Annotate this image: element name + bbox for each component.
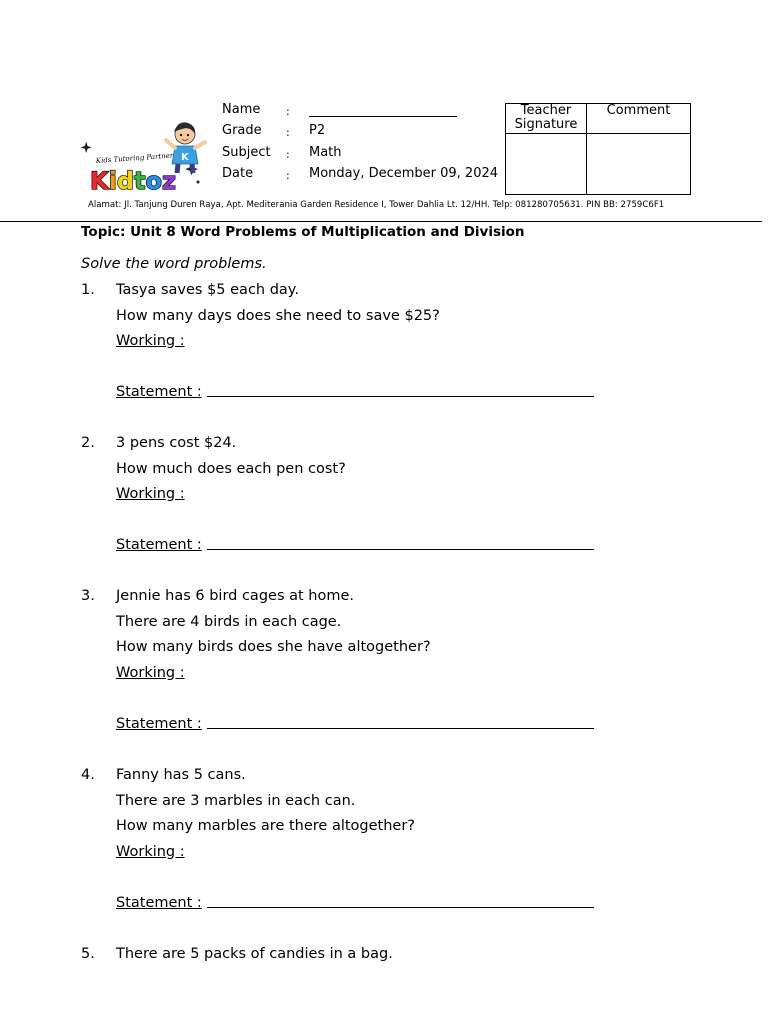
comment-header: Comment: [587, 104, 691, 134]
question-text: There are 3 marbles in each can.: [116, 792, 356, 809]
statement-answer-line[interactable]: [207, 727, 594, 729]
question-text: There are 4 birds in each cage.: [116, 613, 342, 630]
statement-answer-line[interactable]: [207, 906, 594, 908]
subject-label: Subject: [222, 144, 271, 160]
statement-label: Statement :: [116, 384, 202, 400]
question-text: How many marbles are there altogether?: [116, 818, 415, 834]
statement-answer-line[interactable]: [207, 548, 594, 550]
question-text: Jennie has 6 bird cages at home.: [116, 588, 355, 604]
question-text: There are 5 packs of candies in a bag.: [116, 946, 393, 962]
subject-value: Math: [309, 144, 342, 160]
teacher-signature-header: [506, 104, 587, 134]
teacher-signature-header-line2: Signature: [514, 117, 578, 132]
teacher-signature-cell[interactable]: [506, 134, 587, 195]
instructions: Solve the word problems.: [81, 256, 267, 272]
working-label: Working :: [116, 333, 185, 349]
logo-tagline: Kids Tutoring Partner: [95, 151, 174, 165]
grade-value: P2: [309, 123, 326, 139]
grade-label: Grade: [222, 123, 262, 139]
question-number: 1.: [81, 282, 95, 298]
question-number: 4.: [81, 767, 95, 783]
statement-row: [116, 384, 594, 400]
statement-row: [116, 895, 594, 911]
question-text: Fanny has 5 cans.: [116, 767, 246, 783]
statement-label: Statement :: [116, 537, 202, 553]
comment-cell[interactable]: [587, 134, 691, 195]
statement-row: [116, 537, 594, 553]
teacher-signature-header-line1: Teacher: [520, 103, 572, 118]
kidtoz-logo: [78, 118, 212, 198]
date-colon: :: [286, 168, 290, 182]
statement-label: Statement :: [116, 894, 202, 911]
svg-text:K: K: [181, 152, 189, 163]
question-number: 3.: [81, 588, 95, 604]
date-label: Date: [222, 165, 254, 181]
statement-label: Statement :: [116, 715, 202, 732]
name-field[interactable]: [309, 102, 457, 117]
working-label: Working :: [116, 843, 185, 860]
question-number: 5.: [81, 946, 95, 962]
question-text: Tasya saves $5 each day.: [116, 282, 299, 298]
working-label: Working :: [116, 486, 185, 502]
statement-row: [116, 716, 594, 732]
working-label: Working :: [116, 664, 185, 681]
question-text: 3 pens cost $24.: [116, 435, 237, 451]
name-colon: :: [286, 105, 290, 118]
header-divider: [0, 221, 762, 222]
topic-heading: Topic: Unit 8 Word Problems of Multiplication and Division: [81, 224, 525, 240]
question-text: How many birds does she have altogether?: [116, 639, 431, 655]
grade-colon: :: [286, 126, 290, 140]
date-value: Monday, December 09, 2024: [309, 165, 499, 181]
teacher-signature-table: [505, 103, 691, 195]
statement-answer-line[interactable]: [207, 395, 594, 397]
question-text: How much does each pen cost?: [116, 460, 346, 477]
question-text: How many days does she need to save $25?: [116, 307, 440, 324]
subject-colon: :: [286, 147, 290, 161]
address-line: Alamat: Jl. Tanjung Duren Raya, Apt. Mediterania Garden Residence I, Tower Dahlia Lt. 12/HH. Telp: 081280705631. PIN BB: 2759C6F1: [88, 200, 665, 210]
logo-brand: Kidtoz: [90, 167, 176, 195]
name-label: Name: [222, 102, 261, 117]
question-number: 2.: [81, 435, 95, 451]
